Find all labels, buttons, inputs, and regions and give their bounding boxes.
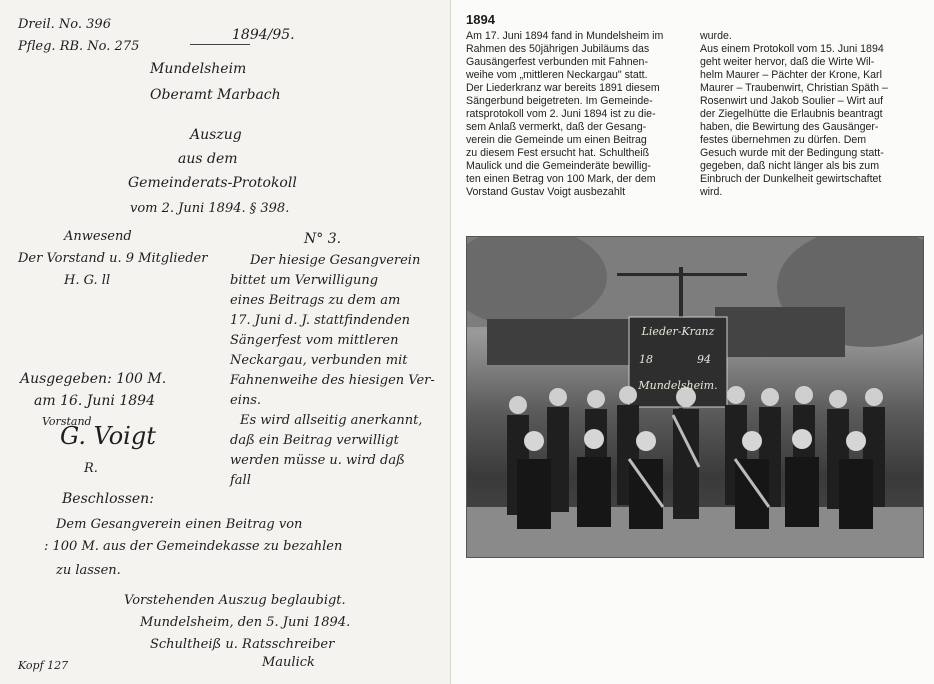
body-line: daß ein Beitrag verwilligt: [230, 433, 399, 448]
present-value: Der Vorstand u. 9 Mitglieder: [18, 251, 208, 266]
doc-title-2: aus dem: [178, 151, 238, 167]
text-line: Gesuch wurde mit der Bedingung statt-: [700, 147, 884, 159]
text-line: ratsprotokoll vom 2. Juni 1894 ist zu die-: [466, 108, 656, 120]
text-line: der Ziegelhütte die Erlaubnis beantragt: [700, 108, 883, 120]
text-line: helm Maurer – Pächter der Krone, Karl: [700, 69, 882, 81]
text-line: Einbruch der Dunkelheit gewirtschaftet: [700, 173, 882, 185]
body-line: fall: [230, 473, 251, 488]
payment-line-3: Vorstand: [42, 415, 92, 428]
header-line-1: Dreil. No. 396: [18, 17, 111, 32]
resolution-line: zu lassen.: [56, 563, 121, 578]
text-line: Rosenwirt und Jakob Soulier – Wirt auf: [700, 95, 884, 107]
protocol-scan-page: [0, 0, 451, 684]
certification-line: Mundelsheim, den 5. Juni 1894.: [140, 615, 351, 630]
maulick-signature: Maulick: [262, 655, 315, 670]
body-line: Fahnenweihe des hiesigen Ver-: [230, 373, 435, 388]
text-line: ten einen Betrag von 100 Mark, der dem: [466, 173, 656, 185]
text-line: zu diesem Fest ersucht hat. Schultheiß: [466, 147, 650, 159]
certification-line: Schultheiß u. Ratsschreiber: [150, 637, 335, 652]
banner-text-top: Lieder-Kranz: [641, 325, 715, 338]
voigt-signature: G. Voigt: [60, 422, 156, 450]
text-line: verein die Gemeinde um einen Beitrag: [466, 134, 647, 146]
body-line: eines Beitrags zu dem am: [230, 293, 401, 308]
text-line: sem Anlaß vermerkt, daß der Gesang-: [466, 121, 647, 133]
initials: R.: [84, 461, 98, 476]
body-line: bittet um Verwilligung: [230, 273, 379, 288]
resolution-line: : 100 M. aus der Gemeindekasse zu bezahlen: [44, 539, 343, 554]
text-line: gegeben, daß nicht länger als bis zum: [700, 160, 880, 172]
place-name: Mundelsheim: [150, 61, 247, 77]
text-line: Maurer – Traubenwirt, Christian Späth –: [700, 82, 888, 94]
present-label: Anwesend: [64, 229, 132, 244]
footer-note: Kopf 127: [18, 659, 69, 672]
divider-rule: [190, 44, 250, 45]
body-line: Es wird allseitig anerkannt,: [240, 413, 423, 428]
text-line: Rahmen des 50jährigen Jubiläums das: [466, 43, 650, 55]
payment-line-1: Ausgegeben: 100 M.: [20, 371, 167, 387]
section-year-heading: 1894: [466, 12, 495, 27]
group-photo-illustration: [467, 237, 924, 558]
text-line: weihe vom „mittleren Neckargau" statt.: [466, 69, 648, 81]
text-column-right: [700, 30, 924, 199]
body-line: Sängerfest vom mittleren: [230, 333, 399, 348]
present-value-2: H. G. ll: [64, 273, 111, 288]
body-line: Neckargau, verbunden mit: [230, 353, 408, 368]
banner-text-bottom: Mundelsheim.: [638, 379, 718, 392]
section-number: N° 3.: [304, 231, 342, 247]
text-line: Gausängerfest verbunden mit Fahnen-: [466, 56, 648, 68]
text-line: festes übernehmen zu dürfen. Dem: [700, 134, 867, 146]
banner-year-left: 18: [639, 353, 653, 366]
payment-line-2: am 16. Juni 1894: [34, 393, 155, 409]
year-range: 1894/95.: [232, 27, 295, 43]
text-line: Aus einem Protokoll vom 15. Juni 1894: [700, 43, 884, 55]
resolution-line: Dem Gesangverein einen Beitrag von: [56, 517, 303, 532]
doc-title-1: Auszug: [190, 127, 242, 143]
header-line-2: Pfleg. RB. No. 275: [18, 39, 140, 54]
text-line: haben, die Bewirtung des Gausänger-: [700, 121, 879, 133]
text-line: Sängerbund beigetreten. Im Gemeinde-: [466, 95, 653, 107]
banner-year-right: 94: [697, 353, 711, 366]
text-line: Am 17. Juni 1894 fand in Mundelsheim im: [466, 30, 664, 42]
body-line: Der hiesige Gesangverein: [250, 253, 421, 268]
body-line: werden müsse u. wird daß: [230, 453, 405, 468]
body-line: 17. Juni d. J. stattfindenden: [230, 313, 411, 328]
text-line: Vorstand Gustav Voigt ausbezahlt: [466, 186, 626, 198]
text-line: Der Liederkranz war bereits 1891 diesem: [466, 82, 660, 94]
text-line: geht weiter hervor, daß die Wirte Wil-: [700, 56, 875, 68]
doc-date: vom 2. Juni 1894. § 398.: [130, 201, 290, 216]
resolved-heading: Beschlossen:: [62, 491, 154, 507]
body-line: eins.: [230, 393, 262, 408]
district-name: Oberamt Marbach: [150, 87, 281, 103]
text-line: wird.: [700, 186, 723, 198]
doc-title-3: Gemeinderats-Protokoll: [128, 175, 297, 191]
text-column-left: [466, 30, 690, 199]
group-photo: [466, 236, 924, 558]
text-line: wurde.: [700, 30, 732, 42]
certification-line: Vorstehenden Auszug beglaubigt.: [124, 593, 346, 608]
text-line: Maulick und die Gemeinderäte bewillig-: [466, 160, 651, 172]
